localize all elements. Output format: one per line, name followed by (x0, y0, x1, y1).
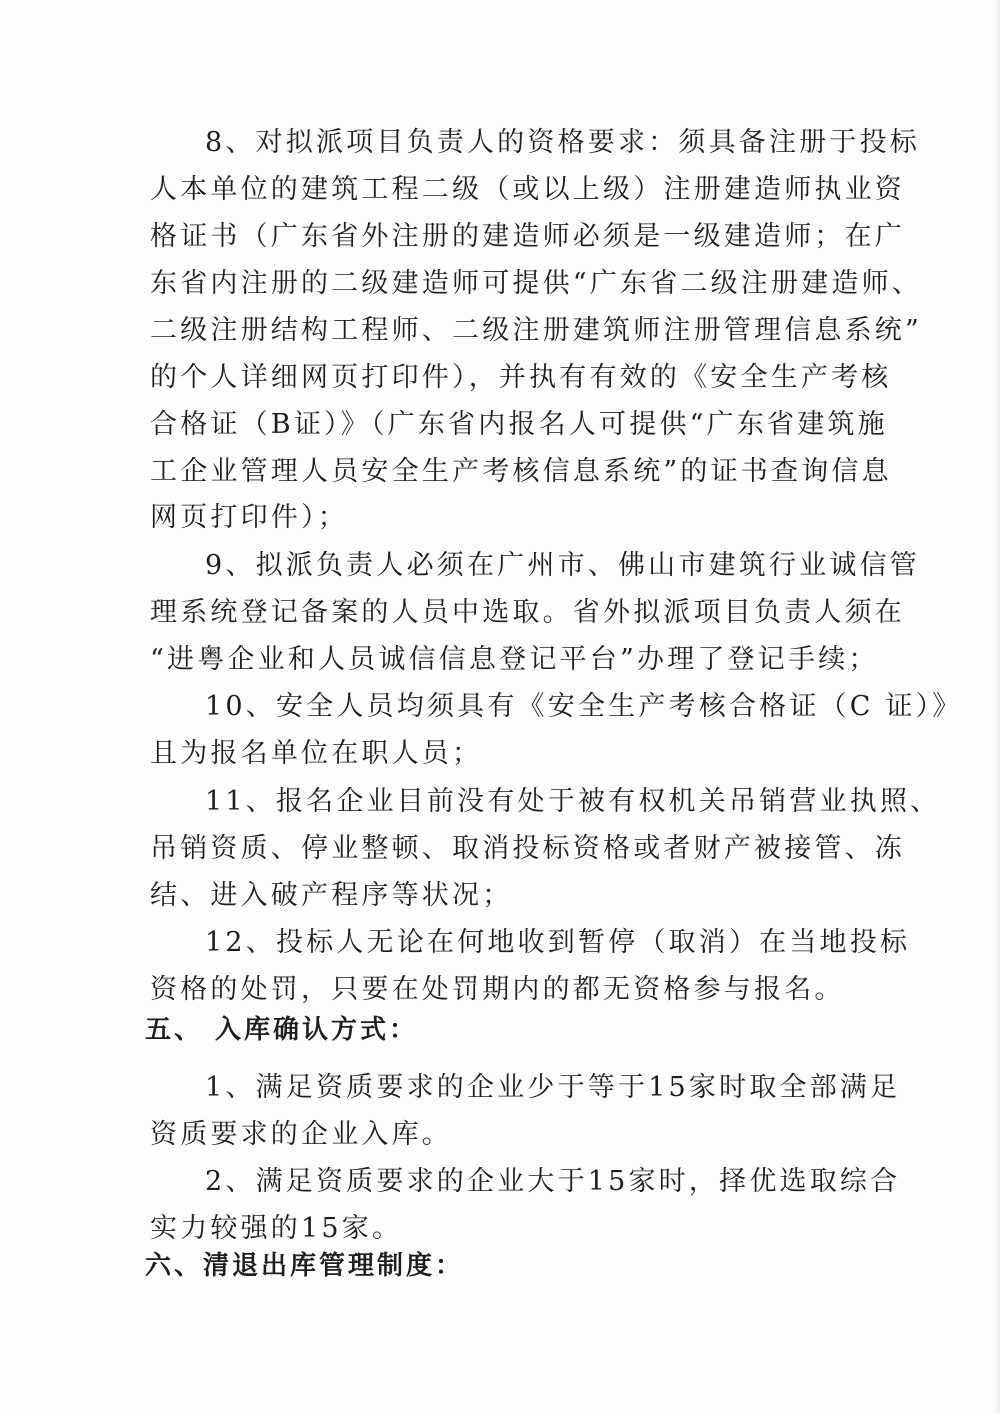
paragraph-11-line-1: 11、报名企业目前没有处于被有权机关吊销营业执照、 (205, 786, 941, 817)
paragraph-8-line-4: 东省内注册的二级建造师可提供“广东省二级注册建造师、 (150, 268, 923, 299)
paragraph-8-line-7: 合格证（B证）》（广东省内报名人可提供“广东省建筑施 (150, 409, 888, 440)
paragraph-11-line-2: 吊销资质、停业整顿、取消投标资格或者财产被接管、冻 (150, 833, 905, 864)
paragraph-8-line-5: 二级注册结构工程师、二级注册建筑师注册管理信息系统” (150, 315, 923, 346)
paragraph-8-line-6: 的个人详细网页打印件），并执有有效的《安全生产考核 (150, 362, 892, 393)
paragraph-8-line-3: 格证书（广东省外注册的建造师必须是一级建造师；在广 (150, 221, 905, 252)
paragraph-10-line-2: 且为报名单位在职人员； (150, 738, 483, 769)
paragraph-10-line-1: 10、安全人员均须具有《安全生产考核合格证（C 证）》 (205, 691, 963, 722)
section-5-item-1-line-2: 资质要求的企业入库。 (150, 1119, 452, 1150)
paragraph-11-line-3: 结、进入破产程序等状况； (150, 880, 513, 911)
section-5-item-2-line-1: 2、满足资质要求的企业大于15家时，择优选取综合 (205, 1166, 901, 1197)
paragraph-9-line-2: 理系统登记备案的人员中选取。省外拟派项目负责人须在 (150, 597, 905, 628)
paragraph-8-line-2: 人本单位的建筑工程二级（或以上级）注册建造师执业资 (150, 174, 905, 205)
section-heading-5: 五、 入库确认方式： (145, 1015, 419, 1045)
paragraph-8-line-8: 工企业管理人员安全生产考核信息系统”的证书查询信息 (150, 456, 892, 487)
scan-edge-shadow (994, 0, 1000, 1413)
section-5-item-2-line-2: 实力较强的15家。 (150, 1213, 403, 1244)
paragraph-8-line-9: 网页打印件）； (150, 502, 348, 533)
paragraph-8-line-1: 8、对拟派项目负责人的资格要求：须具备注册于投标 (205, 127, 920, 158)
paragraph-9-line-1: 9、拟派负责人必须在广州市、佛山市建筑行业诚信管 (205, 550, 920, 581)
paragraph-9-line-3: “进粤企业和人员诚信信息登记平台”办理了登记手续； (150, 644, 879, 675)
section-5-item-1-line-1: 1、满足资质要求的企业少于等于15家时取全部满足 (205, 1072, 901, 1103)
paragraph-12-line-1: 12、投标人无论在何地收到暂停（取消）在当地投标 (205, 927, 911, 958)
paragraph-12-line-2: 资格的处罚，只要在处罚期内的都无资格参与报名。 (150, 974, 845, 1005)
section-heading-6: 六、清退出库管理制度： (145, 1251, 465, 1281)
